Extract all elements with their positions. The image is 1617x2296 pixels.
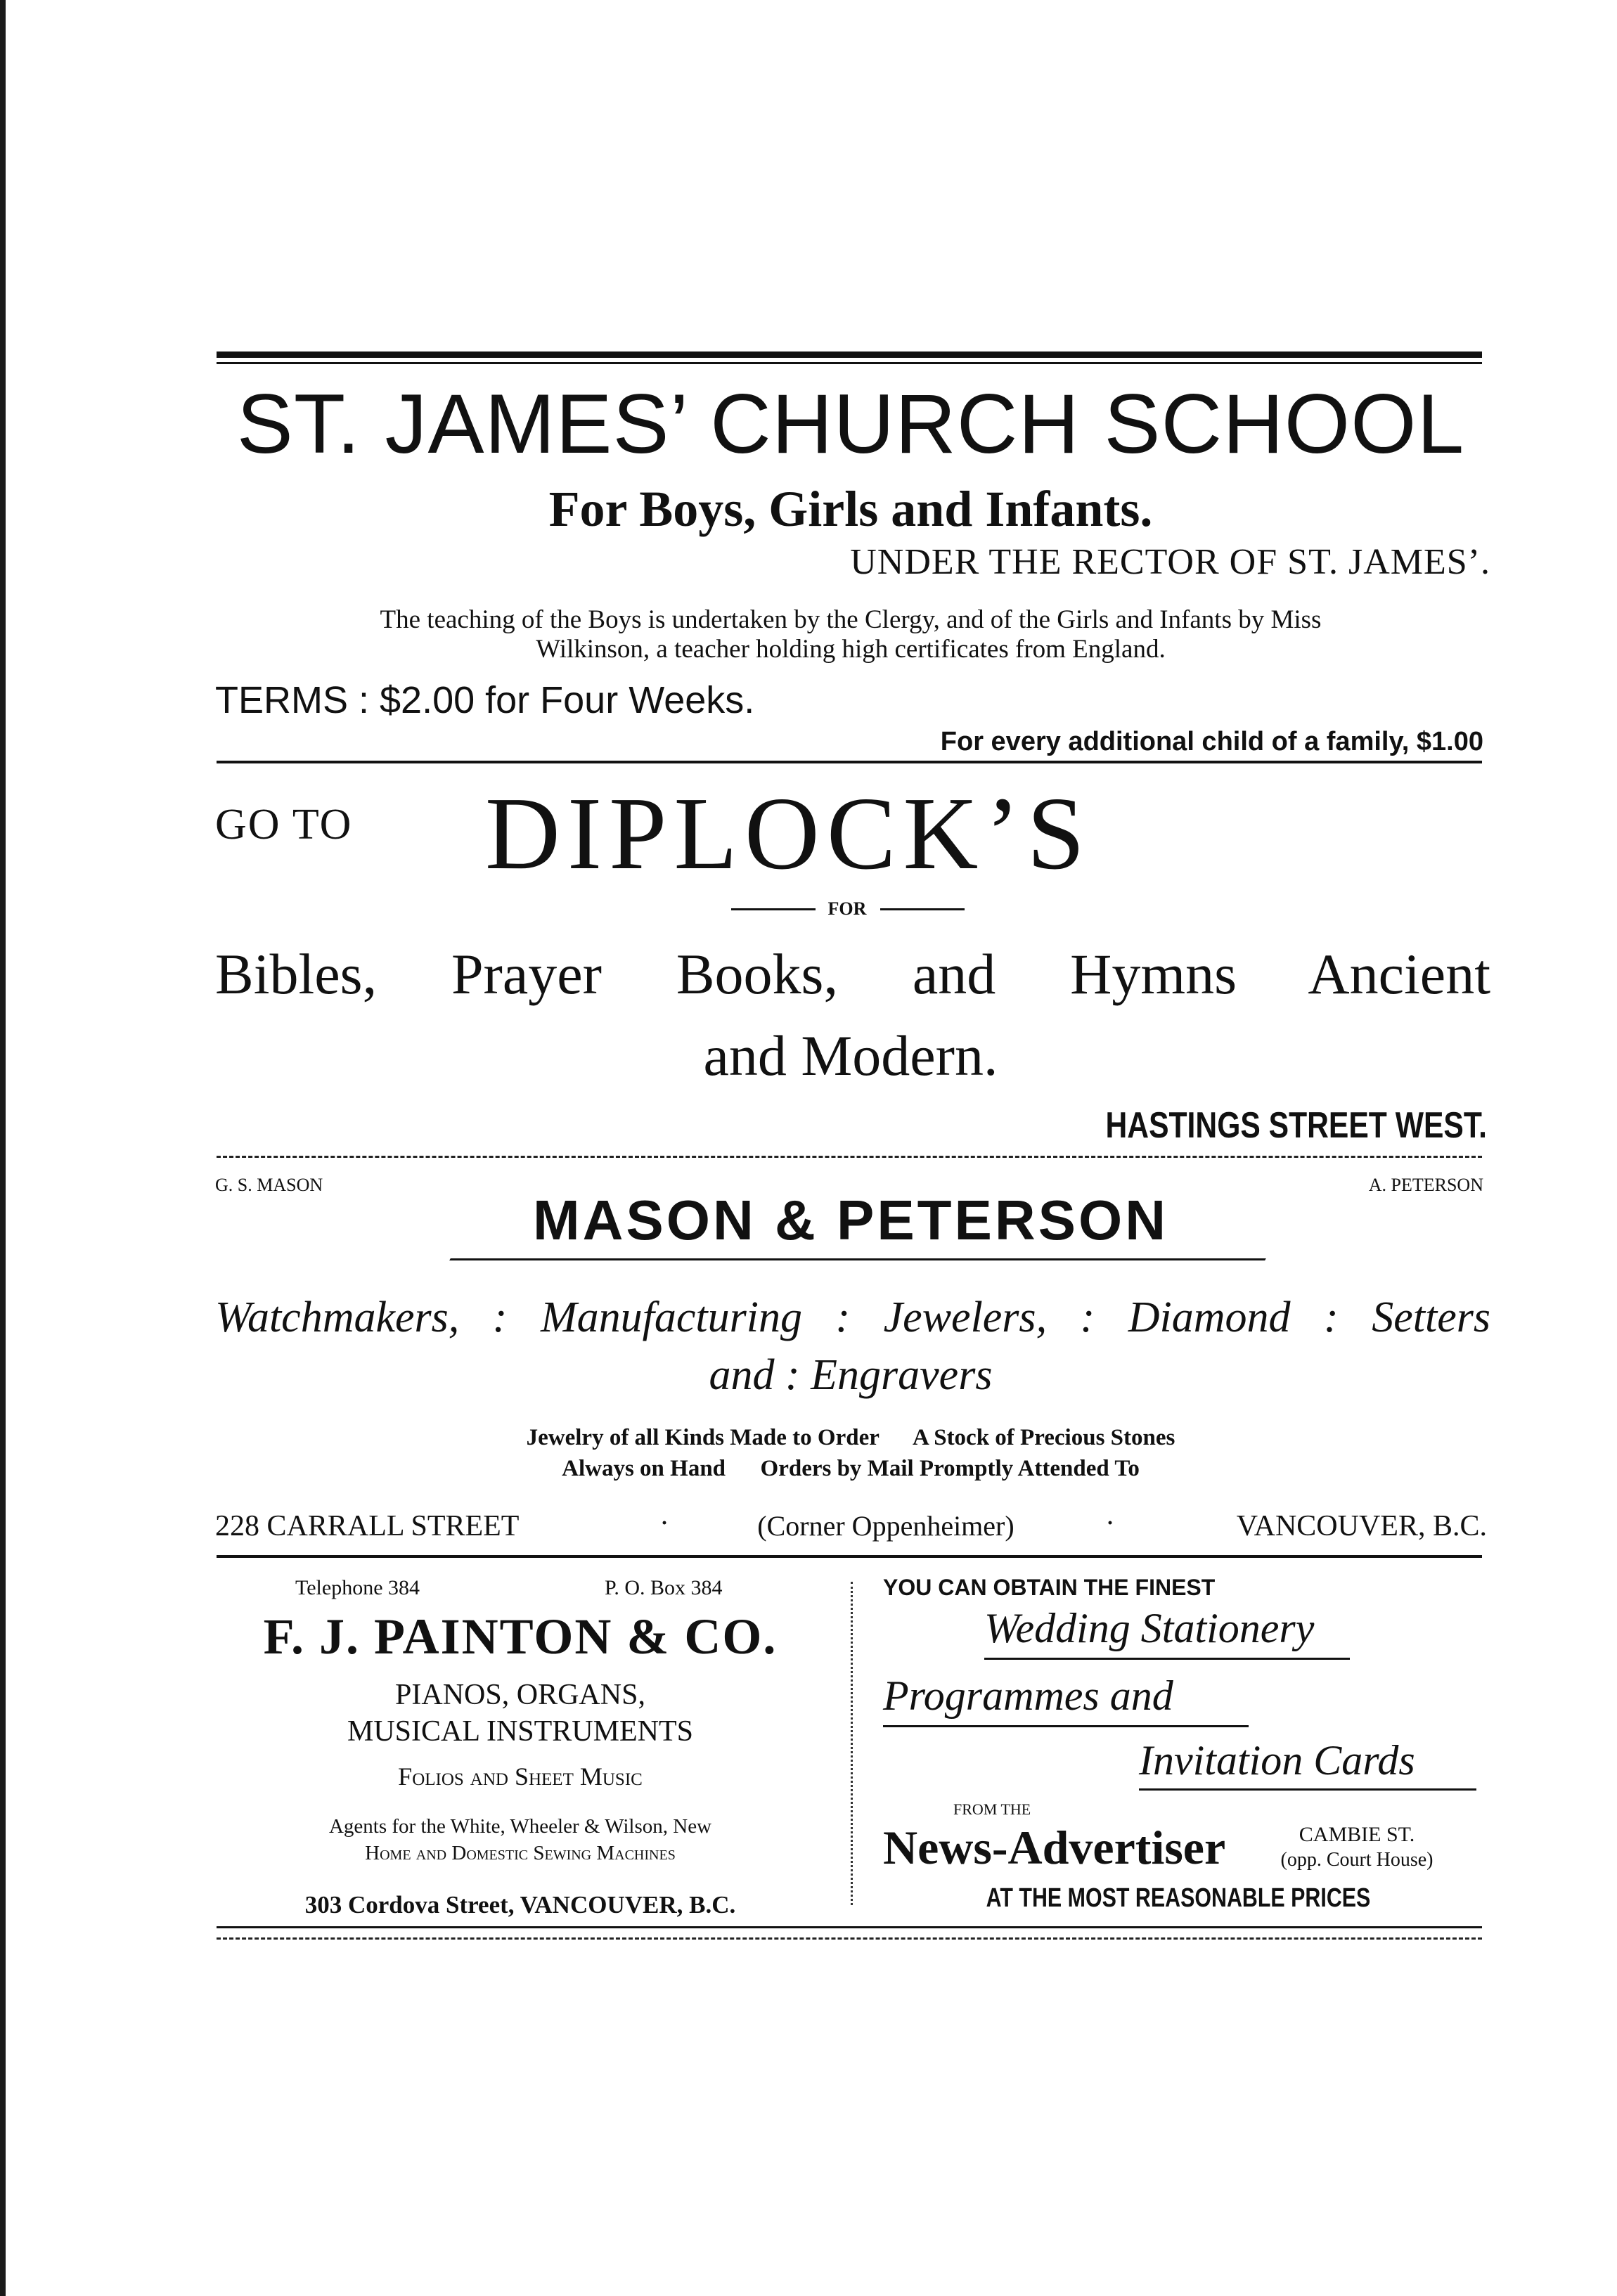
top-rule-thick: [217, 352, 1482, 358]
diplock-name: DIPLOCK’S: [485, 776, 1092, 891]
painton-address: 303 Cordova Street, VANCOUVER, B.C.: [304, 1891, 736, 1918]
news-cambie: CAMBIE ST.: [1299, 1823, 1415, 1846]
st-james-teaching-line-1: The teaching of the Boys is undertaken by the Clergy, and of the Girls and Infants by Miss: [380, 605, 1322, 634]
news-paper-name: News-Advertiser: [883, 1821, 1226, 1874]
diplock-books-line-2: and Modern.: [703, 1024, 998, 1088]
mason-right-name: A. PETERSON: [1368, 1175, 1483, 1195]
diplock-bottom-rule: [217, 1156, 1482, 1158]
news-invitation: Invitation Cards: [1139, 1737, 1415, 1784]
news-wedding-underline: [984, 1658, 1350, 1660]
diplock-for-rule-right: [880, 908, 965, 910]
painton-agents-line-2: Home and Domestic Sewing Machines: [365, 1842, 676, 1864]
bottom-rule-thin: [217, 1926, 1482, 1928]
news-programmes: Programmes and: [883, 1672, 1173, 1719]
diplock-address: HASTINGS STREET WEST.: [1105, 1105, 1487, 1146]
diplock-go-to: GO TO: [215, 801, 353, 849]
st-james-bottom-rule: [217, 761, 1482, 763]
news-from-the: FROM THE: [953, 1800, 1031, 1818]
st-james-rector: UNDER THE RECTOR OF ST. JAMES’.: [850, 542, 1490, 582]
mason-bottom-rule: [217, 1555, 1482, 1558]
mason-trades-line-1: Watchmakers, : Manufacturing : Jewelers, : Diamond : Setters: [215, 1294, 1490, 1341]
painton-pianos: PIANOS, ORGANS,: [395, 1679, 645, 1711]
painton-folios: Folios and Sheet Music: [398, 1762, 643, 1791]
mason-city: VANCOUVER, B.C.: [1236, 1510, 1487, 1542]
painton-musical: MUSICAL INSTRUMENTS: [347, 1715, 693, 1748]
painton-po-box: P. O. Box 384: [605, 1576, 723, 1599]
mason-jewelry-line-2: Always on Hand Orders by Mail Promptly Attended To: [562, 1456, 1140, 1481]
mason-title: MASON & PETERSON: [532, 1189, 1169, 1251]
painton-telephone: Telephone 384: [295, 1576, 420, 1599]
st-james-teaching-line-2: Wilkinson, a teacher holding high certificates from England.: [536, 635, 1166, 664]
left-margin-bar: [0, 0, 6, 2296]
st-james-terms: TERMS : $2.00 for Four Weeks.: [215, 679, 755, 721]
news-obtain: YOU CAN OBTAIN THE FINEST: [883, 1575, 1216, 1600]
news-court-house: (opp. Court House): [1280, 1849, 1434, 1871]
mason-left-name: G. S. MASON: [215, 1175, 323, 1195]
diplock-books-line-1: Bibles, Prayer Books, and Hymns Ancient: [215, 942, 1490, 1006]
mason-jewelry-line-1: Jewelry of all Kinds Made to Order A Stock of Precious Stones: [526, 1425, 1175, 1450]
diplock-for-rule-left: [731, 908, 816, 910]
news-prices: AT THE MOST REASONABLE PRICES: [986, 1883, 1371, 1913]
column-divider: [851, 1582, 853, 1905]
painton-agents-line-1: Agents for the White, Wheeler & Wilson, New: [328, 1815, 712, 1838]
news-invitation-underline: [1139, 1788, 1476, 1791]
st-james-title: ST. JAMES’ CHURCH SCHOOL: [236, 377, 1465, 471]
mason-dot-right: ·: [1105, 1507, 1115, 1540]
mason-corner: (Corner Oppenheimer): [757, 1510, 1014, 1542]
top-rule-thin: [217, 362, 1482, 364]
mason-title-underline: [449, 1258, 1266, 1260]
mason-trades-line-2: and : Engravers: [709, 1351, 993, 1399]
mason-dot-left: ·: [659, 1507, 669, 1540]
diplock-for: FOR: [827, 898, 867, 919]
painton-name: F. J. PAINTON & CO.: [263, 1608, 778, 1665]
news-wedding: Wedding Stationery: [984, 1605, 1315, 1651]
bottom-rule-dashed: [217, 1937, 1482, 1940]
st-james-additional-child: For every additional child of a family, $1.00: [940, 727, 1483, 756]
st-james-subtitle: For Boys, Girls and Infants.: [548, 481, 1153, 537]
news-programmes-underline: [883, 1725, 1249, 1727]
mason-street: 228 CARRALL STREET: [215, 1510, 520, 1542]
